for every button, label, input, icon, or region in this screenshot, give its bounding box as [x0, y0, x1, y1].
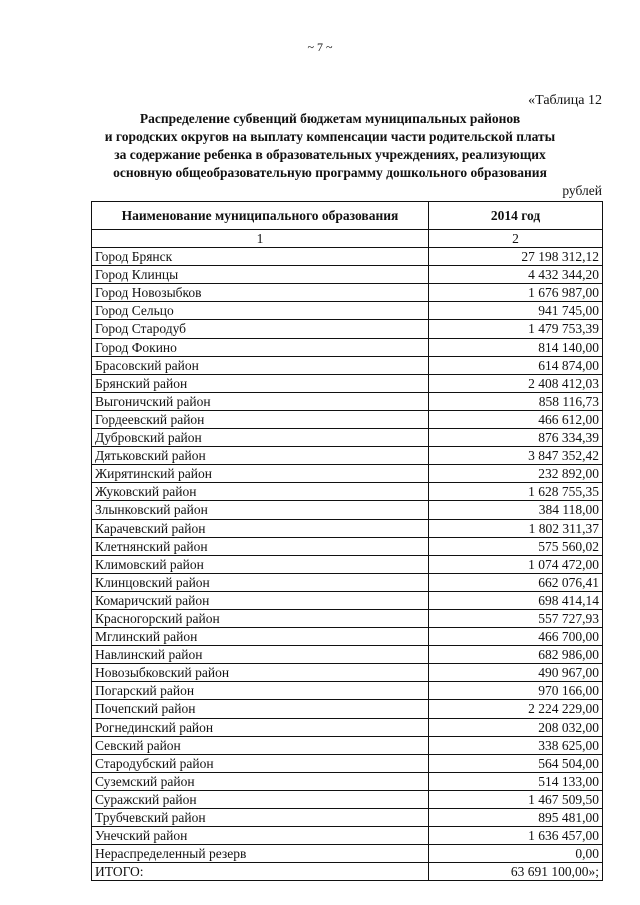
- table-row: [92, 591, 603, 609]
- column-number-row: [92, 230, 603, 248]
- table-row: [92, 266, 603, 284]
- table-row: [92, 809, 603, 827]
- table-row: [92, 736, 603, 754]
- municipality-name: Стародубский район: [92, 754, 429, 772]
- amount-value: 970 166,00: [429, 682, 603, 700]
- municipality-name: Почепский район: [92, 700, 429, 718]
- amount-value: 698 414,14: [429, 591, 603, 609]
- amount-value: 232 892,00: [429, 465, 603, 483]
- municipality-name: Климовский район: [92, 555, 429, 573]
- table-row: [92, 555, 603, 573]
- municipality-name: Унечский район: [92, 827, 429, 845]
- amount-value: 1 479 753,39: [429, 320, 603, 338]
- table-row: [92, 284, 603, 302]
- title-line: и городских округов на выплату компенсации части родительской платы: [104, 129, 556, 144]
- municipality-name: ИТОГО:: [92, 863, 429, 881]
- municipality-name: Выгоничский район: [92, 392, 429, 410]
- table-row: [92, 845, 603, 863]
- amount-value: 2 408 412,03: [429, 374, 603, 392]
- municipality-name: Город Стародуб: [92, 320, 429, 338]
- amount-value: 2 224 229,00: [429, 700, 603, 718]
- amount-value: 1 676 987,00: [429, 284, 603, 302]
- amount-value: 384 118,00: [429, 501, 603, 519]
- municipality-name: Дубровский район: [92, 429, 429, 447]
- table-row: [92, 718, 603, 736]
- amount-value: 614 874,00: [429, 356, 603, 374]
- table-row: [92, 356, 603, 374]
- municipality-name: Город Фокино: [92, 338, 429, 356]
- table-row: [92, 573, 603, 591]
- table-row: [92, 248, 603, 266]
- table-row: [92, 338, 603, 356]
- header-municipality: Наименование муниципального образования: [92, 202, 429, 230]
- table-row: [92, 447, 603, 465]
- amount-value: 1 628 755,35: [429, 483, 603, 501]
- municipality-name: Клинцовский район: [92, 573, 429, 591]
- municipality-name: Брянский район: [92, 374, 429, 392]
- header-year: 2014 год: [429, 202, 603, 230]
- municipality-name: Клетнянский район: [92, 537, 429, 555]
- amount-value: 682 986,00: [429, 646, 603, 664]
- unit-label: рублей: [562, 183, 602, 198]
- table-row: [92, 320, 603, 338]
- table-row: [92, 501, 603, 519]
- document-title: [70, 110, 590, 182]
- municipality-name: Город Брянск: [92, 248, 429, 266]
- title-line: Распределение субвенций бюджетам муниципальных районов: [139, 111, 521, 126]
- municipality-name: Навлинский район: [92, 646, 429, 664]
- amount-value: 0,00: [429, 845, 603, 863]
- municipality-name: Гордеевский район: [92, 410, 429, 428]
- title-line: за содержание ребенка в образовательных учреждениях, реализующих: [114, 147, 546, 162]
- municipality-name: Дятьковский район: [92, 447, 429, 465]
- amount-value: 564 504,00: [429, 754, 603, 772]
- amount-value: 1 074 472,00: [429, 555, 603, 573]
- table-row: [92, 302, 603, 320]
- amount-value: 338 625,00: [429, 736, 603, 754]
- municipality-name: Суземский район: [92, 772, 429, 790]
- amount-value: 895 481,00: [429, 809, 603, 827]
- column-number: 1: [92, 230, 429, 248]
- municipality-name: Жуковский район: [92, 483, 429, 501]
- table-body: [92, 230, 603, 881]
- municipality-name: Комаричский район: [92, 591, 429, 609]
- table-label: «Таблица 12: [528, 93, 602, 108]
- table-row: [92, 827, 603, 845]
- municipality-name: Севский район: [92, 736, 429, 754]
- amount-value: 4 432 344,20: [429, 266, 603, 284]
- table-row: [92, 374, 603, 392]
- amount-value: 1 467 509,50: [429, 790, 603, 808]
- municipality-name: Трубчевский район: [92, 809, 429, 827]
- table-row: [92, 646, 603, 664]
- amount-value: 490 967,00: [429, 664, 603, 682]
- municipality-name: Новозыбковский район: [92, 664, 429, 682]
- table-row: [92, 754, 603, 772]
- table-row: [92, 790, 603, 808]
- table-row: [92, 429, 603, 447]
- table-row: [92, 628, 603, 646]
- amount-value: 557 727,93: [429, 609, 603, 627]
- municipality-name: Город Сельцо: [92, 302, 429, 320]
- municipality-name: Красногорский район: [92, 609, 429, 627]
- amount-value: 814 140,00: [429, 338, 603, 356]
- title-line: основную общеобразовательную программу дошкольного образования: [113, 165, 547, 180]
- table-row: [92, 682, 603, 700]
- municipality-name: Нераспределенный резерв: [92, 845, 429, 863]
- municipality-name: Рогнединский район: [92, 718, 429, 736]
- table-header-row: [92, 202, 603, 230]
- amount-value: 466 612,00: [429, 410, 603, 428]
- municipality-name: Погарский район: [92, 682, 429, 700]
- table-row: [92, 519, 603, 537]
- page-number: ~ 7 ~: [307, 40, 333, 54]
- table-row: [92, 392, 603, 410]
- table-row: [92, 537, 603, 555]
- municipality-name: Суражский район: [92, 790, 429, 808]
- table-row: [92, 465, 603, 483]
- amount-value: 514 133,00: [429, 772, 603, 790]
- municipality-name: Злынковский район: [92, 501, 429, 519]
- table-row: [92, 772, 603, 790]
- column-number: 2: [429, 230, 603, 248]
- amount-value: 1 802 311,37: [429, 519, 603, 537]
- amount-value: 941 745,00: [429, 302, 603, 320]
- municipality-name: Жирятинский район: [92, 465, 429, 483]
- amount-value: 1 636 457,00: [429, 827, 603, 845]
- table-row: [92, 664, 603, 682]
- municipality-name: Карачевский район: [92, 519, 429, 537]
- amount-value: 858 116,73: [429, 392, 603, 410]
- amount-value: 575 560,02: [429, 537, 603, 555]
- table-row: [92, 863, 603, 881]
- amount-value: 876 334,39: [429, 429, 603, 447]
- amount-value: 662 076,41: [429, 573, 603, 591]
- amount-value: 208 032,00: [429, 718, 603, 736]
- amount-value: 63 691 100,00»;: [429, 863, 603, 881]
- amount-value: 3 847 352,42: [429, 447, 603, 465]
- amount-value: 27 198 312,12: [429, 248, 603, 266]
- table-row: [92, 410, 603, 428]
- table-row: [92, 483, 603, 501]
- municipality-name: Город Клинцы: [92, 266, 429, 284]
- municipality-name: Мглинский район: [92, 628, 429, 646]
- amount-value: 466 700,00: [429, 628, 603, 646]
- subvention-table: [91, 201, 603, 881]
- table-row: [92, 609, 603, 627]
- table-row: [92, 700, 603, 718]
- municipality-name: Город Новозыбков: [92, 284, 429, 302]
- municipality-name: Брасовский район: [92, 356, 429, 374]
